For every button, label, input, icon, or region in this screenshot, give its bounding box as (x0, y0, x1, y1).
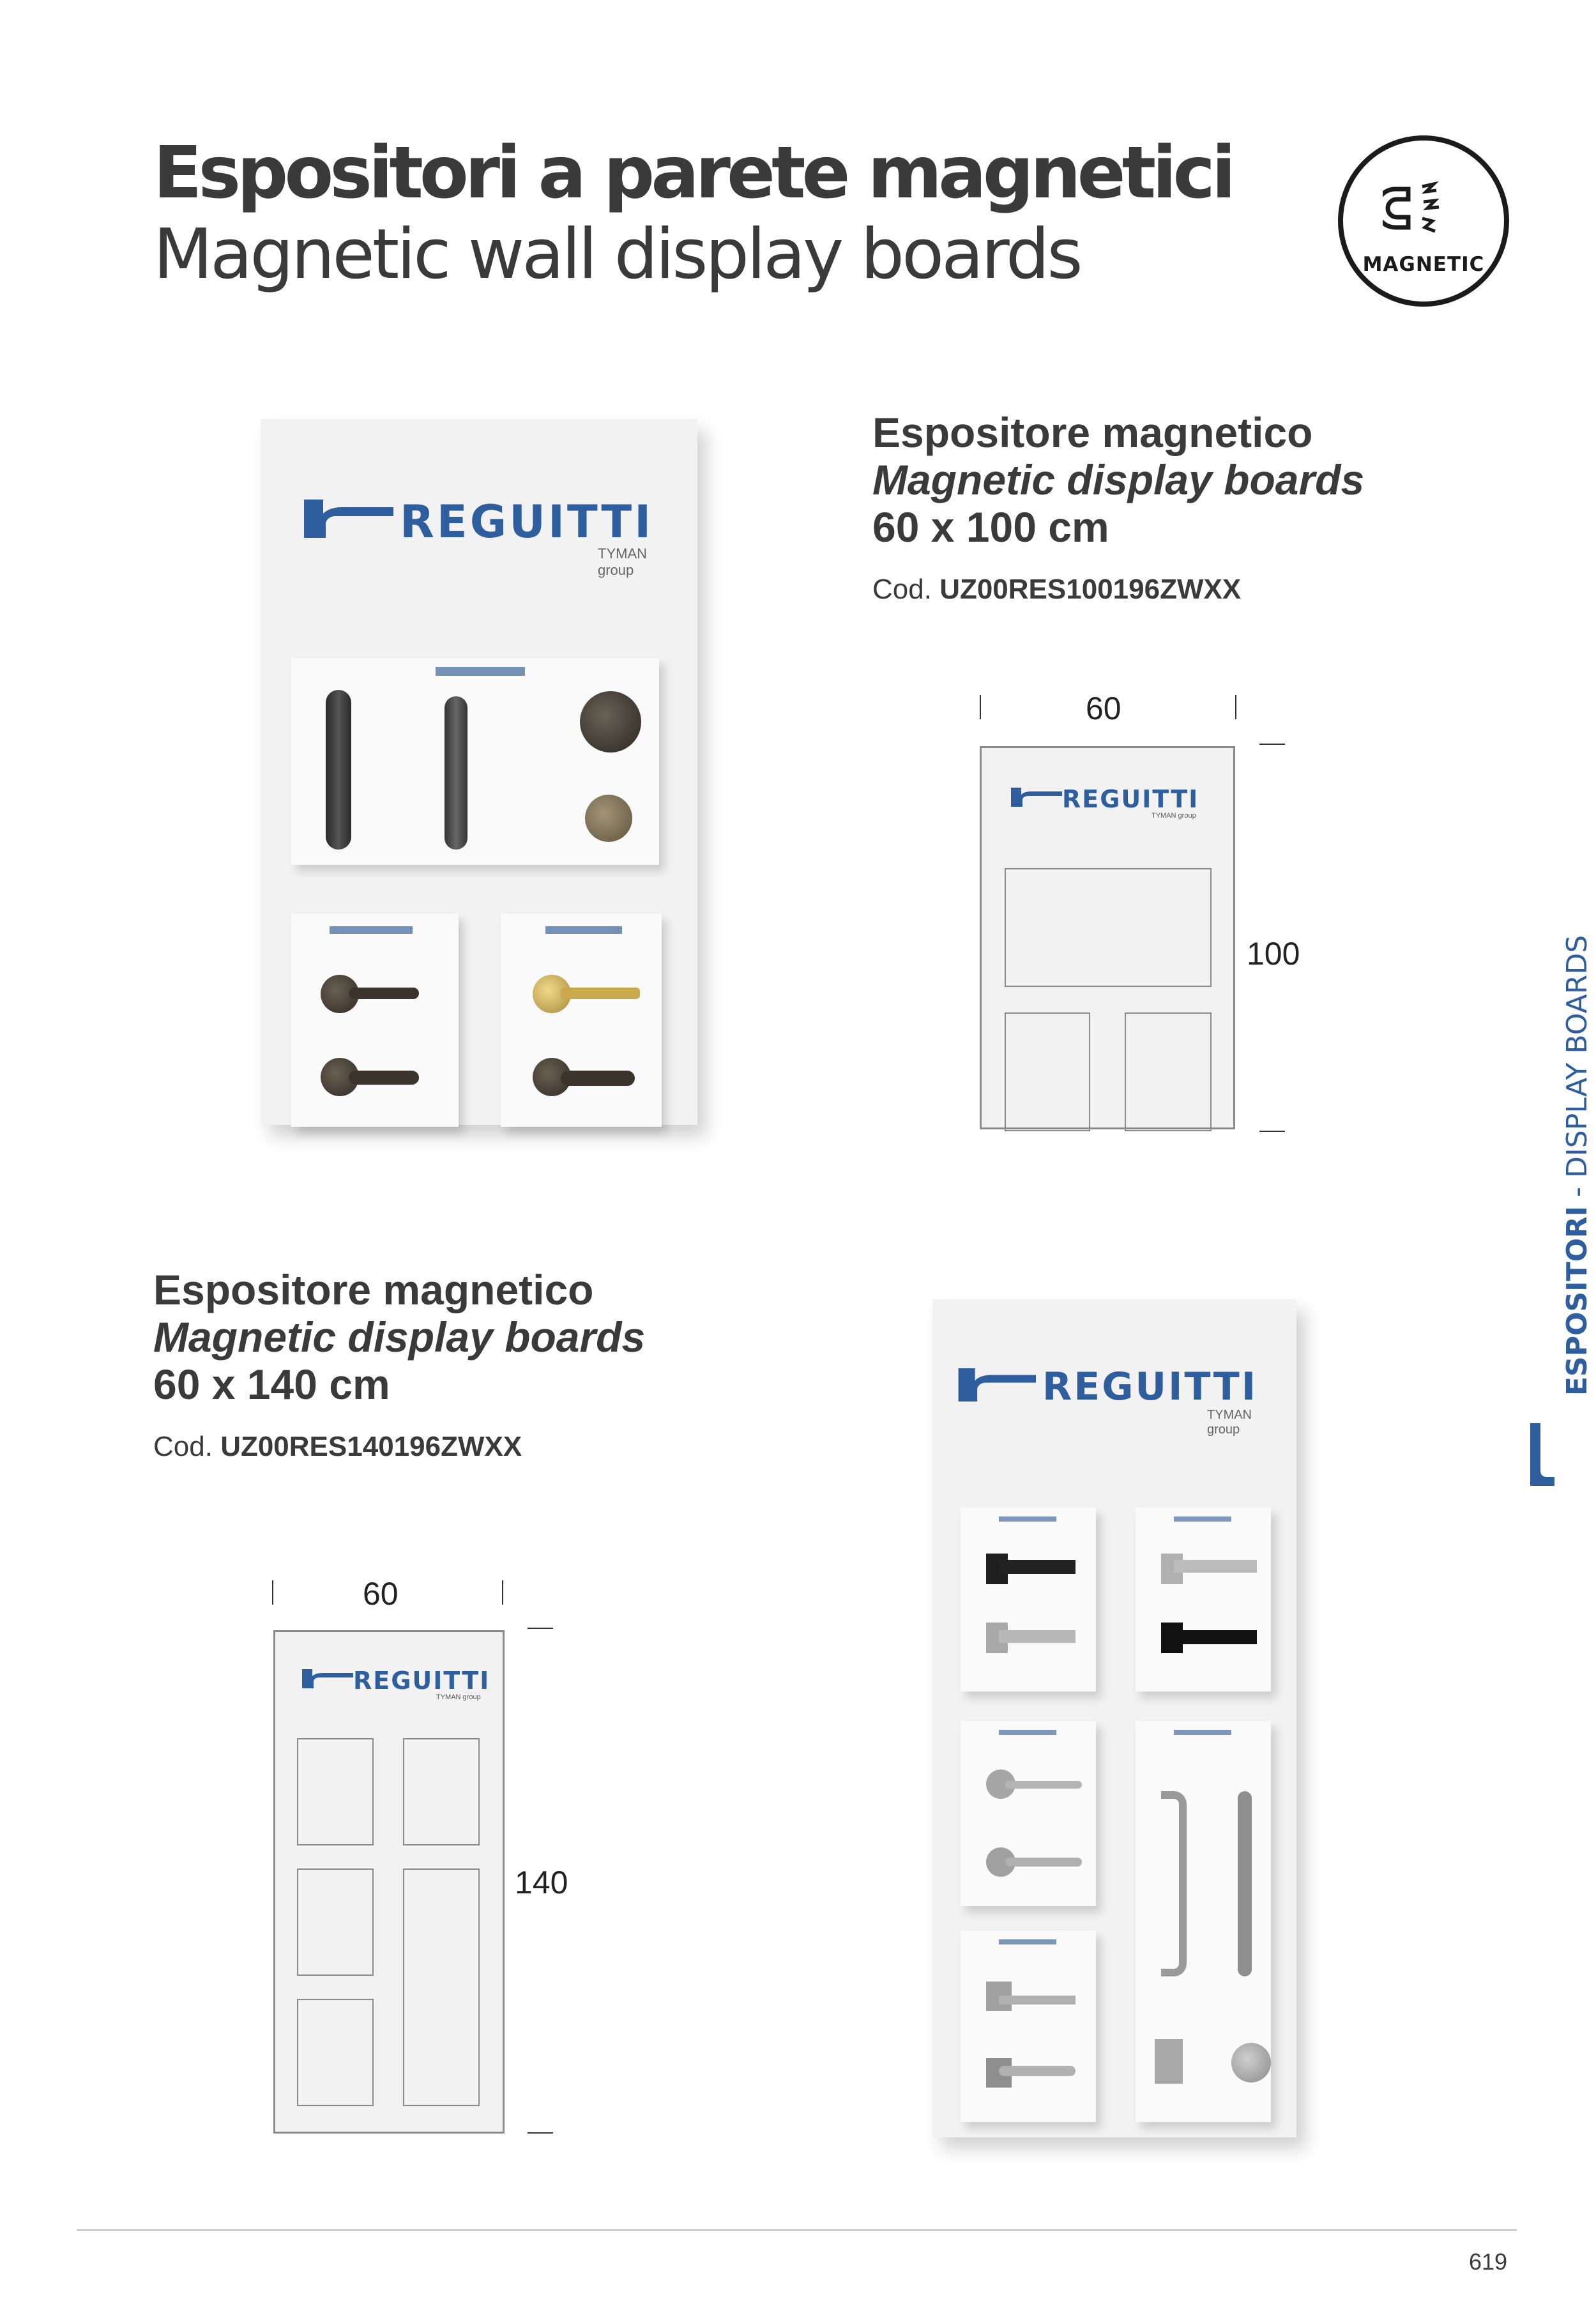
plate-logo (999, 1939, 1056, 1944)
plate-logo (999, 1730, 1056, 1735)
dim-tick (528, 1628, 553, 1629)
plate-outline (1005, 1012, 1090, 1131)
page-title-english: Magnetic wall display boards (153, 215, 1081, 294)
display-plate (501, 913, 662, 1127)
product-1-photo (261, 419, 697, 1125)
code-prefix: Cod. (153, 1431, 213, 1462)
display-plate (961, 1721, 1096, 1906)
dim-tick (528, 2132, 553, 2134)
plate-outline (403, 1738, 480, 1845)
photo-1-brand-logo (304, 496, 662, 578)
board-outline (980, 746, 1235, 1129)
door-knob (585, 795, 632, 842)
product-1-width-label: 60 (1086, 691, 1121, 726)
plate-logo (545, 926, 622, 934)
dim-tick (980, 695, 981, 719)
product-2-size: 60 x 140 cm (153, 1361, 390, 1408)
pull-handle (1161, 1791, 1187, 1976)
photo-1-brand-name: REGUITTI (400, 496, 654, 548)
dim-tick (1259, 744, 1285, 745)
diagram-logo (1011, 785, 1203, 823)
product-2-height-label: 140 (515, 1865, 568, 1900)
lever-handle (349, 988, 419, 999)
product-2-info (153, 1266, 645, 1463)
pull-handle (326, 690, 351, 850)
code-value: UZ00RES100196ZWXX (939, 574, 1242, 605)
pull-handle (1238, 1791, 1252, 1976)
lever-handle (999, 1630, 1075, 1643)
display-plate (291, 913, 459, 1127)
brand-mark-icon (302, 1669, 356, 1688)
display-plate (1136, 1721, 1271, 2122)
door-knob (1155, 2039, 1183, 2084)
plate-outline (1005, 868, 1212, 987)
lever-handle (999, 1996, 1075, 2005)
page-number: 619 (1469, 2249, 1508, 2275)
photo-2-brand-name: REGUITTI (1042, 1364, 1258, 1409)
brand-mark-icon (1530, 1423, 1554, 1486)
lever-handle (999, 1560, 1075, 1574)
lever-handle (999, 2066, 1075, 2076)
plate-logo (330, 926, 413, 934)
lever-handle (1174, 1630, 1257, 1644)
diagram-brand-sub: TYMAN group (436, 1693, 481, 1701)
dim-tick (1235, 695, 1236, 719)
brand-mark-icon (304, 500, 406, 538)
diagram-brand-name: REGUITTI (1062, 785, 1199, 813)
display-plate (1136, 1508, 1271, 1692)
section-side-label (1558, 866, 1596, 1396)
product-2-diagram (249, 1561, 632, 2155)
display-plate (961, 1508, 1096, 1692)
dim-tick (272, 1580, 273, 1605)
product-1-height-label: 100 (1247, 936, 1300, 972)
magnet-icon (1383, 176, 1472, 247)
door-knob (1231, 2043, 1271, 2082)
product-2-title-en: Magnetic display boards (153, 1313, 646, 1361)
plate-logo (1174, 1730, 1231, 1735)
side-label-bold: ESPOSITORI (1561, 1205, 1593, 1396)
footer-divider (77, 2229, 1517, 2231)
dim-tick (502, 1580, 503, 1605)
product-1-size: 60 x 100 cm (872, 503, 1109, 551)
dim-tick (1259, 1131, 1285, 1132)
display-plate (291, 658, 659, 865)
lever-handle (1005, 1781, 1082, 1789)
product-1-title-en: Magnetic display boards (872, 456, 1365, 503)
board-outline (273, 1630, 505, 2134)
photo-2-brand-logo (958, 1364, 1277, 1437)
code-value: UZ00RES140196ZWXX (220, 1431, 522, 1462)
product-1-diagram (958, 677, 1341, 1150)
display-plate (961, 1930, 1096, 2122)
magnetic-badge (1338, 135, 1509, 307)
photo-2-brand-sub: TYMAN group (1207, 1408, 1252, 1437)
diagram-logo (302, 1667, 494, 1705)
door-knob (580, 691, 641, 752)
plate-outline (1125, 1012, 1212, 1131)
diagram-brand-name: REGUITTI (353, 1667, 490, 1695)
product-1-code (872, 574, 1364, 606)
pull-handle (445, 696, 467, 850)
brand-mark-icon (958, 1368, 1047, 1402)
lever-handle (1174, 1560, 1257, 1573)
badge-label: MAGNETIC (1362, 253, 1485, 276)
plate-outline (297, 1738, 374, 1845)
lever-handle (561, 988, 640, 999)
product-1-info (872, 409, 1364, 606)
product-2-title-it: Espositore magnetico (153, 1266, 594, 1313)
side-label-separator: - (1561, 1178, 1593, 1206)
code-prefix: Cod. (872, 574, 932, 605)
lever-handle (561, 1071, 635, 1086)
page-title-italian: Espositori a parete magnetici (153, 132, 1233, 215)
plate-logo (436, 667, 525, 676)
plate-logo (1174, 1516, 1231, 1522)
product-2-photo (932, 1299, 1296, 2137)
plate-outline (297, 1999, 374, 2106)
plate-outline (403, 1868, 480, 2106)
brand-mark-icon (1011, 788, 1065, 807)
side-brand-mark (1530, 1423, 1554, 1486)
plate-outline (297, 1868, 374, 1976)
product-2-width-label: 60 (363, 1576, 399, 1612)
side-label-regular: DISPLAY BOARDS (1561, 935, 1593, 1178)
diagram-brand-sub: TYMAN group (1151, 812, 1196, 820)
plate-logo (999, 1516, 1056, 1522)
photo-1-brand-sub: TYMAN group (598, 546, 647, 578)
product-2-code (153, 1431, 645, 1463)
lever-handle (349, 1071, 419, 1085)
product-1-title-it: Espositore magnetico (872, 409, 1313, 456)
lever-handle (1005, 1858, 1082, 1867)
